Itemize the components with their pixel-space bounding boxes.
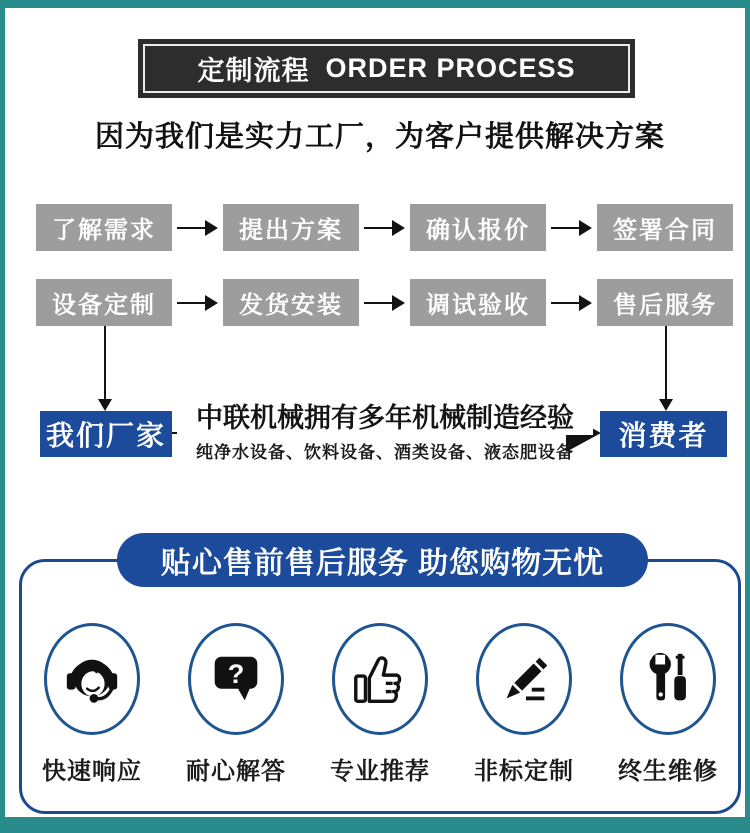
service-items-row: [20, 623, 740, 786]
experience-tagline: 中联机械拥有多年机械制造经验: [177, 396, 593, 435]
svg-text:?: ?: [227, 657, 245, 689]
flow-row-2: [36, 279, 733, 326]
service-item-patient-answer: [164, 623, 308, 786]
right-arrow-icon: [546, 295, 597, 311]
service-item-label: 快速响应: [42, 758, 142, 785]
content-area: [5, 8, 745, 817]
right-arrow-icon: [172, 295, 223, 311]
down-arrow-icon: [659, 399, 673, 411]
service-item-label: 耐心解答: [186, 758, 286, 785]
product-lines: 纯净水设备、饮料设备、酒类设备、液态肥设备: [196, 443, 574, 462]
flow-step: 发货安装: [223, 279, 359, 326]
flow-step: 了解需求: [36, 204, 172, 251]
factory-box: 我们厂家: [40, 411, 172, 457]
down-arrow-icon: [98, 399, 112, 411]
service-item-fast-response: [20, 623, 164, 786]
subtitle: 因为我们是实力工厂，为客户提供解决方案: [94, 121, 665, 153]
service-item-pro-recommend: [308, 623, 452, 786]
right-arrow-icon: [546, 220, 597, 236]
service-item-label: 专业推荐: [330, 758, 430, 785]
flow-step: 售后服务: [597, 279, 733, 326]
flow-step: 调试验收: [410, 279, 546, 326]
headset-icon: [44, 623, 140, 735]
thumbs-up-icon: [332, 623, 428, 735]
flow-step: 签署合同: [597, 204, 733, 251]
title-cn: 定制流程: [197, 56, 310, 86]
right-arrow-icon: [359, 295, 410, 311]
service-item-lifetime-repair: [596, 623, 740, 786]
title-en: ORDER PROCESS: [325, 53, 576, 83]
service-item-label: 非标定制: [474, 758, 574, 785]
right-arrow-icon: [359, 220, 410, 236]
service-item-custom-design: [452, 623, 596, 786]
flow-step: 提出方案: [223, 204, 359, 251]
right-arrow-icon: [172, 220, 223, 236]
flow-step: 设备定制: [36, 279, 172, 326]
flow-step: 确认报价: [410, 204, 546, 251]
service-heading: 贴心售前售后服务 助您购物无忧: [117, 533, 648, 587]
tools-icon: [620, 623, 716, 735]
service-item-label: 终生维修: [618, 758, 718, 785]
question-bubble-icon: [188, 623, 284, 735]
title-banner: [138, 39, 635, 98]
connector-line: [104, 326, 106, 399]
consumer-box: 消费者: [600, 411, 727, 457]
connector-line: [665, 326, 667, 399]
title-banner-inner: [143, 44, 630, 93]
flow-row-1: [36, 204, 733, 251]
pencil-icon: [476, 623, 572, 735]
